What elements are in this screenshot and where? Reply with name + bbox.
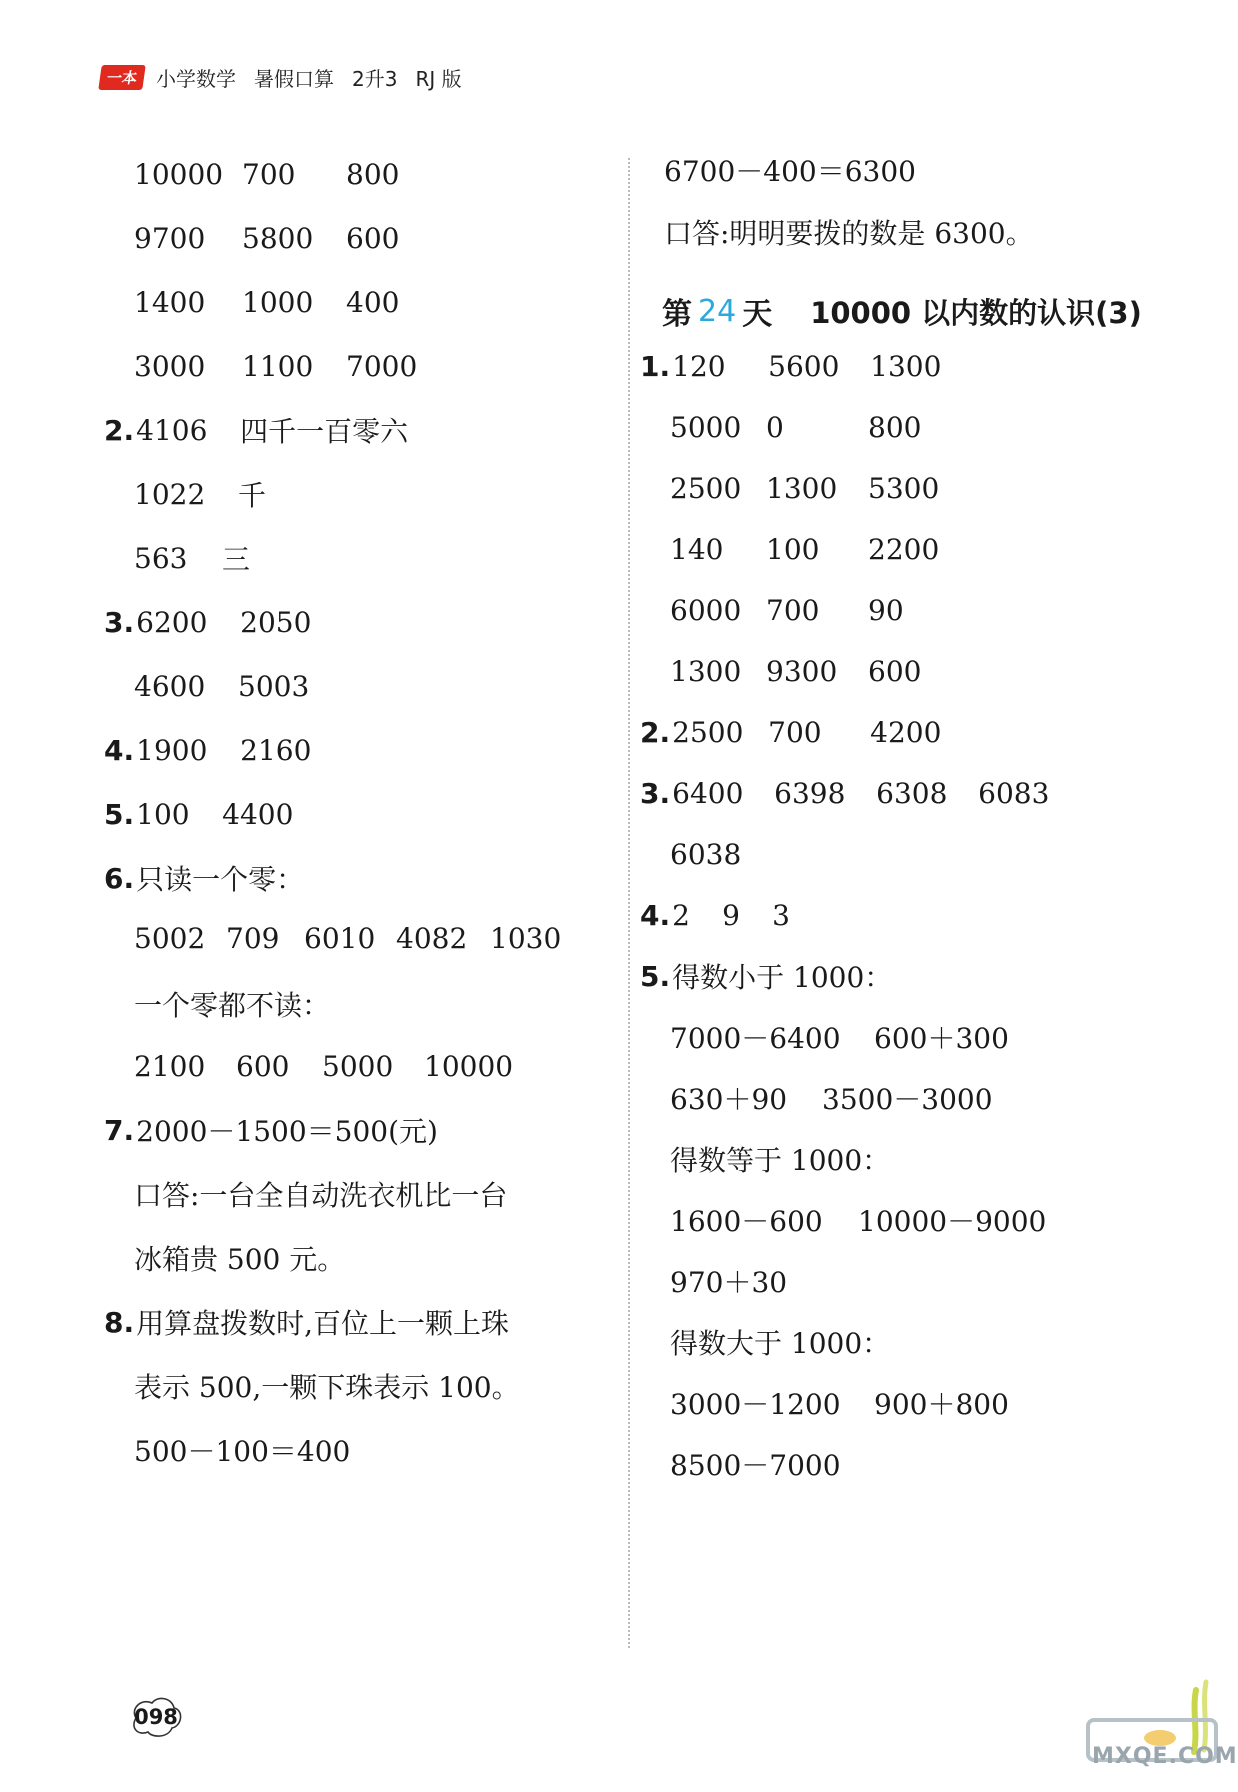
answer-value: 9 — [722, 898, 740, 932]
answer-value: 500－100＝400 — [134, 1435, 351, 1468]
answer-value: 140 — [670, 532, 724, 566]
answer-value: 2160 — [240, 733, 312, 767]
answer-value: 700 — [768, 715, 822, 749]
answer-line — [134, 1238, 345, 1278]
answer-line — [104, 602, 311, 642]
answer-line — [134, 1174, 507, 1214]
answer-value: 5600 — [768, 349, 840, 383]
page-header — [100, 62, 480, 92]
answer-value: 2000－1500＝500(元) — [136, 1115, 438, 1148]
answer-value: 一个零都不读： — [134, 989, 331, 1022]
answer-value: 2500 — [670, 471, 742, 505]
answer-value: 800 — [346, 157, 400, 191]
answer-value: 2 — [672, 898, 690, 932]
answer-value: 6200 — [136, 605, 208, 639]
answer-line — [134, 474, 266, 514]
answer-value: 4600 — [134, 669, 206, 703]
answer-line — [104, 1110, 438, 1150]
answer-value: 4200 — [870, 715, 942, 749]
answer-line — [664, 212, 1034, 252]
answer-line — [670, 529, 939, 569]
answer-value: 1300 — [766, 471, 838, 505]
answer-value: 3000 — [134, 349, 206, 383]
watermark-text: MXQE.COM — [1092, 1744, 1238, 1769]
question-number: 4. — [640, 898, 671, 932]
day-section-title — [662, 290, 1142, 332]
answer-value: 四千一百零六 — [240, 415, 409, 448]
answer-line — [670, 651, 921, 691]
answer-line — [134, 538, 250, 578]
answer-value: 千 — [238, 479, 267, 512]
answer-value: 10000 — [424, 1049, 514, 1083]
answer-line — [104, 410, 408, 450]
answer-line — [104, 794, 293, 834]
answer-line — [640, 346, 941, 386]
answer-value: 90 — [868, 593, 904, 627]
answer-value: 5003 — [238, 669, 310, 703]
header-subject: 小学数学 — [156, 66, 237, 91]
answer-value: 3000－1200 — [670, 1388, 841, 1421]
question-number: 4. — [104, 733, 135, 767]
question-number: 3. — [104, 605, 135, 639]
answer-value: 9700 — [134, 221, 206, 255]
question-number: 2. — [640, 715, 671, 749]
question-number: 6. — [104, 861, 135, 895]
answer-value: 得数等于 1000： — [670, 1144, 891, 1177]
answer-line — [670, 1017, 1009, 1057]
answer-line — [670, 590, 904, 630]
answer-value: 1030 — [490, 921, 562, 955]
answer-line — [134, 918, 561, 958]
answer-line — [104, 1302, 509, 1342]
answer-value: 8500－7000 — [670, 1449, 841, 1482]
answer-line — [134, 346, 417, 386]
answer-value: 1900 — [136, 733, 208, 767]
question-number: 2. — [104, 413, 135, 447]
answer-line — [670, 1078, 993, 1118]
answer-value: 900＋800 — [874, 1388, 1009, 1421]
watermark-logo-icon — [1080, 1660, 1222, 1792]
answer-value: 1022 — [134, 477, 206, 511]
answer-value: 1400 — [134, 285, 206, 319]
answer-line — [134, 1430, 350, 1470]
answer-line — [104, 730, 311, 770]
answer-value: 4400 — [222, 797, 294, 831]
answer-value: 6308 — [876, 776, 948, 810]
answer-value: 口答:明明要拨的数是 6300。 — [664, 217, 1034, 250]
answer-value: 4082 — [396, 921, 468, 955]
answer-value: 120 — [672, 349, 726, 383]
answer-line — [670, 1383, 1009, 1423]
answer-value: 9300 — [766, 654, 838, 688]
answer-value: 6010 — [304, 921, 376, 955]
question-number: 5. — [640, 959, 671, 993]
answer-value: 7000 — [346, 349, 418, 383]
answer-value: 600＋300 — [874, 1022, 1009, 1055]
answer-value: 600 — [868, 654, 922, 688]
answer-value: 2200 — [868, 532, 940, 566]
answer-value: 口答:一台全自动洗衣机比一台 — [134, 1179, 508, 1212]
answer-value: 2100 — [134, 1049, 206, 1083]
header-edition: RJ 版 — [415, 66, 462, 91]
day-suffix: 天 — [742, 297, 773, 332]
answer-value: 3 — [772, 898, 790, 932]
answer-value: 得数大于 1000： — [670, 1327, 891, 1360]
answer-value: 970＋30 — [670, 1266, 788, 1299]
answer-value: 709 — [226, 921, 280, 955]
answer-value: 三 — [222, 543, 251, 576]
answer-value: 5000 — [322, 1049, 394, 1083]
answer-value: 1600－600 — [670, 1205, 823, 1238]
day-subtitle: 10000 以内数的认识(3) — [810, 295, 1142, 330]
answer-line — [670, 1322, 890, 1362]
answer-value: 630＋90 — [670, 1083, 788, 1116]
answer-line — [134, 1366, 520, 1406]
answer-line — [670, 1261, 787, 1301]
answer-value: 10000 — [134, 157, 224, 191]
answer-line — [670, 1444, 841, 1484]
answer-value: 0 — [766, 410, 784, 444]
answer-line — [670, 834, 741, 874]
answer-value: 700 — [766, 593, 820, 627]
answer-value: 3500－3000 — [822, 1083, 993, 1116]
question-number: 5. — [104, 797, 135, 831]
answer-value: 表示 500,一颗下珠表示 100。 — [134, 1371, 520, 1404]
answer-value: 1100 — [242, 349, 314, 383]
answer-value: 只读一个零： — [136, 863, 305, 896]
question-number: 1. — [640, 349, 671, 383]
answer-value: 6000 — [670, 593, 742, 627]
answer-value: 2050 — [240, 605, 312, 639]
answer-line — [640, 895, 790, 935]
answer-value: 4106 — [136, 413, 208, 447]
answer-value: 7000－6400 — [670, 1022, 841, 1055]
answer-line — [104, 858, 304, 898]
answer-value: 100 — [136, 797, 190, 831]
answer-value: 用算盘拨数时,百位上一颗上珠 — [136, 1307, 510, 1340]
answer-value: 得数小于 1000： — [672, 961, 893, 994]
answer-line — [664, 150, 916, 190]
answer-value: 6398 — [774, 776, 846, 810]
answer-value: 5300 — [868, 471, 940, 505]
day-prefix: 第 — [662, 297, 692, 332]
answer-line — [670, 1200, 1046, 1240]
answer-value: 6400 — [672, 776, 744, 810]
answer-value: 563 — [134, 541, 188, 575]
answer-value: 600 — [346, 221, 400, 255]
page-number: 098 — [128, 1694, 184, 1740]
answer-value: 5000 — [670, 410, 742, 444]
question-number: 8. — [104, 1305, 135, 1339]
header-grade: 2升3 — [352, 66, 398, 91]
answer-value: 600 — [236, 1049, 290, 1083]
answer-line — [670, 1139, 890, 1179]
answer-value: 5002 — [134, 921, 206, 955]
answer-value: 700 — [242, 157, 296, 191]
answer-line — [640, 773, 1049, 813]
answer-value: 6038 — [670, 837, 742, 871]
answer-value: 400 — [346, 285, 400, 319]
answer-line — [670, 407, 921, 447]
answer-value: 10000－9000 — [858, 1205, 1047, 1238]
answer-value: 2500 — [672, 715, 744, 749]
answer-value: 冰箱贵 500 元。 — [134, 1243, 346, 1276]
answer-line — [134, 984, 330, 1024]
answer-value: 800 — [868, 410, 922, 444]
answer-line — [134, 218, 399, 258]
answer-line — [134, 154, 399, 194]
answer-line — [134, 1046, 513, 1086]
answer-line — [670, 468, 939, 508]
answer-value: 1300 — [670, 654, 742, 688]
day-number: 24 — [698, 293, 737, 329]
answer-value: 100 — [766, 532, 820, 566]
header-book-title: 暑假口算 — [254, 66, 335, 91]
question-number: 7. — [104, 1113, 135, 1147]
answer-value: 1000 — [242, 285, 314, 319]
answer-line — [134, 282, 399, 322]
question-number: 3. — [640, 776, 671, 810]
answer-line — [640, 956, 892, 996]
answer-value: 1300 — [870, 349, 942, 383]
brand-logo: 一本 — [98, 65, 146, 90]
answer-value: 5800 — [242, 221, 314, 255]
column-divider — [628, 158, 630, 1648]
answer-value: 6700－400＝6300 — [664, 155, 916, 188]
answer-line — [134, 666, 309, 706]
answer-line — [640, 712, 941, 752]
answer-value: 6083 — [978, 776, 1050, 810]
